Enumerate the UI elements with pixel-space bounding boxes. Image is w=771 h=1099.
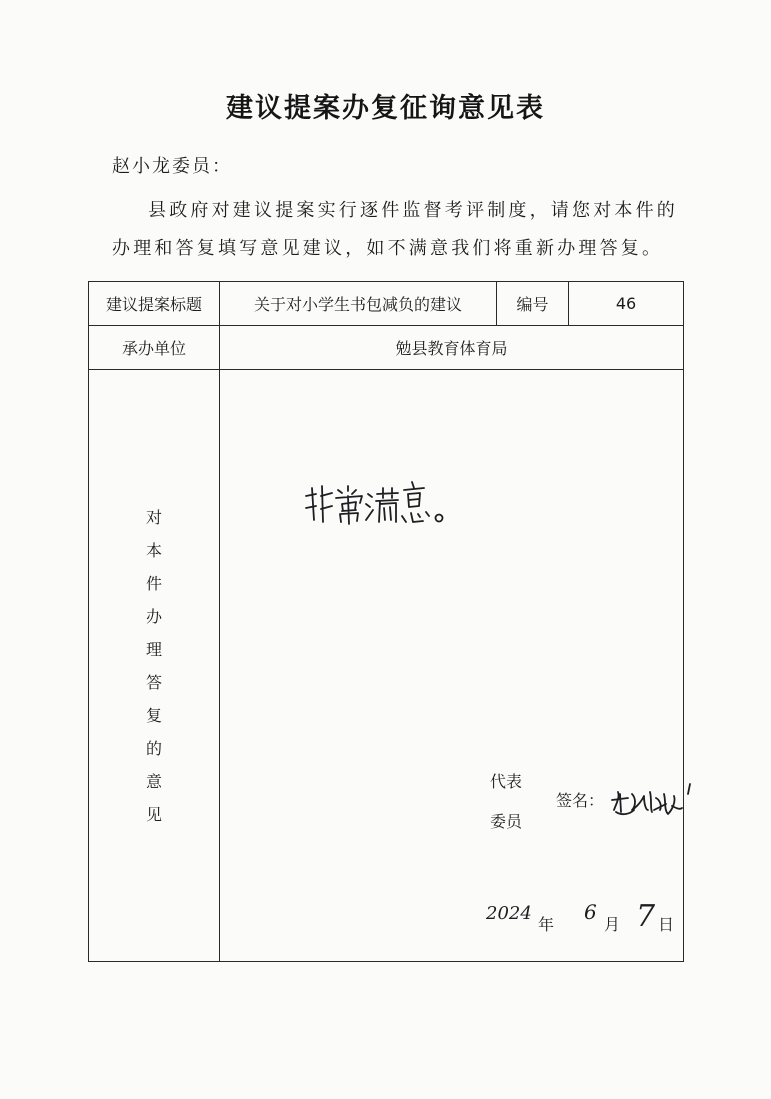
feedback-form-table — [88, 281, 684, 962]
handwritten-opinion — [220, 370, 746, 962]
title-value-cell: 关于对小学生书包减负的建议 — [220, 282, 497, 326]
unit-label-cell: 承办单位 — [89, 326, 220, 370]
opinion-cell — [220, 370, 684, 962]
salutation: 赵小龙委员： — [112, 156, 232, 177]
number-label-cell: 编号 — [497, 282, 569, 326]
document-title: 建议提案办复征询意见表 — [226, 93, 545, 124]
date-month: 6 — [584, 900, 597, 924]
number-value-cell: 46 — [569, 282, 684, 326]
representative-label: 代表 委员 — [490, 772, 523, 831]
intro-paragraph: 县政府对建议提案实行逐件监督考评制度，请您对本件的办理和答复填写意见建议，如不满意我们将重新办理答复。 — [112, 200, 678, 259]
title-label-cell: 建议提案标题 — [89, 282, 220, 326]
signature-label: 签名： — [556, 791, 605, 810]
date-day: 7 — [636, 899, 656, 934]
date-day-unit: 日 — [658, 915, 675, 934]
date-month-unit: 月 — [604, 915, 621, 934]
opinion-label: 对本件办理答复的意见 — [145, 507, 162, 824]
date-year: 2024 — [486, 903, 532, 924]
opinion-label-cell — [89, 370, 220, 962]
unit-value-cell: 勉县教育体育局 — [220, 326, 684, 370]
date-year-unit: 年 — [538, 915, 555, 934]
